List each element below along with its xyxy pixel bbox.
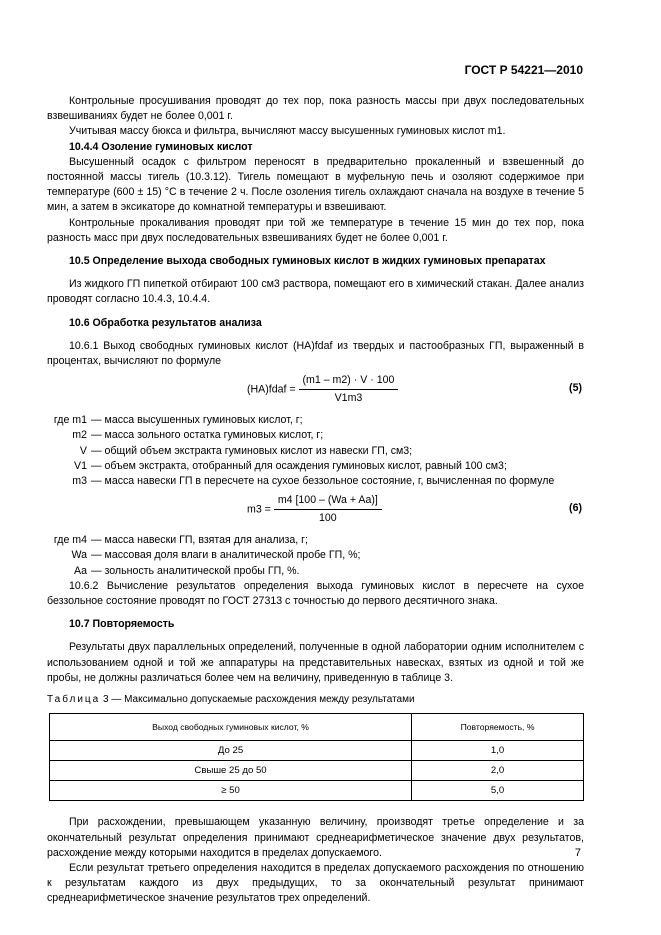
section-heading: 10.6 Обработка результатов анализа xyxy=(69,316,262,329)
definition-text: — масса зольного остатка гуминовых кислот, г; xyxy=(91,429,324,442)
definition-text: — масса высушенных гуминовых кислот, г; xyxy=(91,414,303,427)
definition-text: — зольность аналитической пробы ГП, %. xyxy=(91,564,300,577)
formula-5 xyxy=(47,369,584,413)
table-cell: До 25 xyxy=(50,741,412,761)
definition-text: — масса навески ГП, взятая для анализа, г; xyxy=(91,534,308,547)
paragraph: Контрольные прокаливания проводят при той же температуре в течение 15 мин до тех пор, пока разность масс при двух последовательных взвешиваниях будет не более 0,001 г. xyxy=(47,216,584,244)
formula-numerator: m4 [100 – (Wa + Aa)] xyxy=(274,493,382,510)
formula-number: (6) xyxy=(569,502,582,515)
definition-symbol: m3 xyxy=(72,475,87,488)
formula-number: (5) xyxy=(569,382,582,395)
definition-text: — масса навески ГП в пересчете на сухое беззольное состояние, г, вычисленная по формуле xyxy=(91,475,555,488)
paragraph: Контрольные просушивания проводят до тех пор, пока разность массы при двух последовательных взвешиваниях будет не более 0,001 г. xyxy=(47,95,584,123)
formula-6 xyxy=(47,489,584,533)
paragraph: Результаты двух параллельных определений, полученные в одной лаборатории одним исполнителем с использованием одной и той же аппаратуры на представительных навесках, взятых из одной и той же пробы, не должны различаться более чем на величину, приведенную в таблице 3. xyxy=(47,641,584,684)
definition-row xyxy=(47,428,584,443)
formula-denominator: 100 xyxy=(318,512,337,525)
formula-denominator: V1m3 xyxy=(334,392,363,405)
formula-lhs: m3 = xyxy=(247,503,271,516)
definition-row xyxy=(47,533,584,548)
definition-row xyxy=(47,564,584,579)
table-cell: 2,0 xyxy=(412,761,584,781)
definition-row xyxy=(47,459,584,474)
table-caption-text: 3 — Максимально допускаемые расхождения между результатами xyxy=(103,694,415,706)
table-header-row xyxy=(50,714,584,741)
formula-numerator: (m1 – m2) · V · 100 xyxy=(299,373,399,390)
table-header-cell: Выход свободных гуминовых кислот, % xyxy=(50,714,412,741)
definition-symbol: где m4 xyxy=(53,534,87,547)
table-row xyxy=(50,761,584,781)
symbol-definitions xyxy=(47,413,584,489)
paragraph: При расхождении, превышающем указанную величину, производят третье определение и за окончательный результат определения принимают среднеарифметическое значение двух результатов, расхождение между которыми находится в пределах допускаемого. xyxy=(47,816,584,859)
definition-row xyxy=(47,474,584,489)
paragraph: Учитывая массу бюкса и фильтра, вычисляют массу высушенных гуминовых кислот m1. xyxy=(69,125,506,138)
repeatability-table xyxy=(49,713,584,801)
table-cell: Свыше 25 до 50 xyxy=(50,761,412,781)
paragraph: Высушенный осадок с фильтром переносят в предварительно прокаленный и взвешенный до постоянной массы тигель (10.3.12). Тигель помещают в муфельную печь и озоляют содержимое при температуре (600 ± 15) °С в течение 2 ч. После озоления тигель охлаждают сначала на воздухе в течение 5 мин, а затем в эксикаторе до комнатной температуры и взвешивают. xyxy=(47,155,584,214)
section-heading: 10.5 Определение выхода свободных гуминовых кислот в жидких гуминовых препаратах xyxy=(69,255,546,268)
formula-fraction xyxy=(299,373,399,406)
table-row xyxy=(50,781,584,801)
table-row xyxy=(50,741,584,761)
definition-symbol: где m1 xyxy=(53,414,87,427)
definition-symbol: V xyxy=(79,444,87,457)
standard-header: ГОСТ Р 54221—2010 xyxy=(464,63,583,77)
definition-text: — массовая доля влаги в аналитической пробе ГП, %; xyxy=(91,549,361,562)
definition-text: — объем экстракта, отобранный для осаждения гуминовых кислот, равный 100 см3; xyxy=(91,459,507,472)
paragraph: 10.6.2 Вычисление результатов определения выхода гуминовых кислот в пересчете на сухое беззольное состояние проводят по ГОСТ 27313 с точностью до первого десятичного знака. xyxy=(47,579,584,608)
document-body xyxy=(47,94,584,907)
table-cell: ≥ 50 xyxy=(50,781,412,801)
definition-symbol: m2 xyxy=(72,429,87,442)
symbol-definitions xyxy=(47,533,584,579)
table-cell: 1,0 xyxy=(412,741,584,761)
table-cell: 5,0 xyxy=(412,781,584,801)
formula-lhs: (HA)fdaf = xyxy=(247,383,296,396)
definition-row xyxy=(47,413,584,428)
definition-text: — общий объем экстракта гуминовых кислот из навески ГП, см3; xyxy=(91,444,413,457)
table-header-cell: Повторяемость, % xyxy=(412,714,584,741)
table-caption xyxy=(47,692,584,707)
definition-row xyxy=(47,548,584,563)
paragraph: Если результат третьего определения находится в пределах допускаемого расхождения по отношению к результатам каждого из двух предыдущих, то за окончательный результат принимают среднеарифметическое значение результатов трех определений. xyxy=(47,861,584,905)
paragraph: 10.6.1 Выход свободных гуминовых кислот (НА)fdaf из твердых и пастообразных ГП, выраженный в процентах, вычисляют по формуле xyxy=(47,339,584,368)
definition-symbol: Wa xyxy=(71,549,87,562)
page-number: 7 xyxy=(574,847,581,859)
definition-row xyxy=(47,444,584,459)
definition-symbol: Aa xyxy=(74,564,87,577)
table-caption-word: Таблица xyxy=(47,694,101,706)
section-heading: 10.7 Повторяемость xyxy=(69,618,175,631)
definition-symbol: V1 xyxy=(74,459,87,472)
section-heading: 10.4.4 Озоление гуминовых кислот xyxy=(69,140,253,153)
formula-fraction xyxy=(274,493,382,526)
paragraph: Из жидкого ГП пипеткой отбирают 100 см3 раствора, помещают его в химический стакан. Далее анализ проводят согласно 10.4.3, 10.4.4. xyxy=(47,278,584,306)
